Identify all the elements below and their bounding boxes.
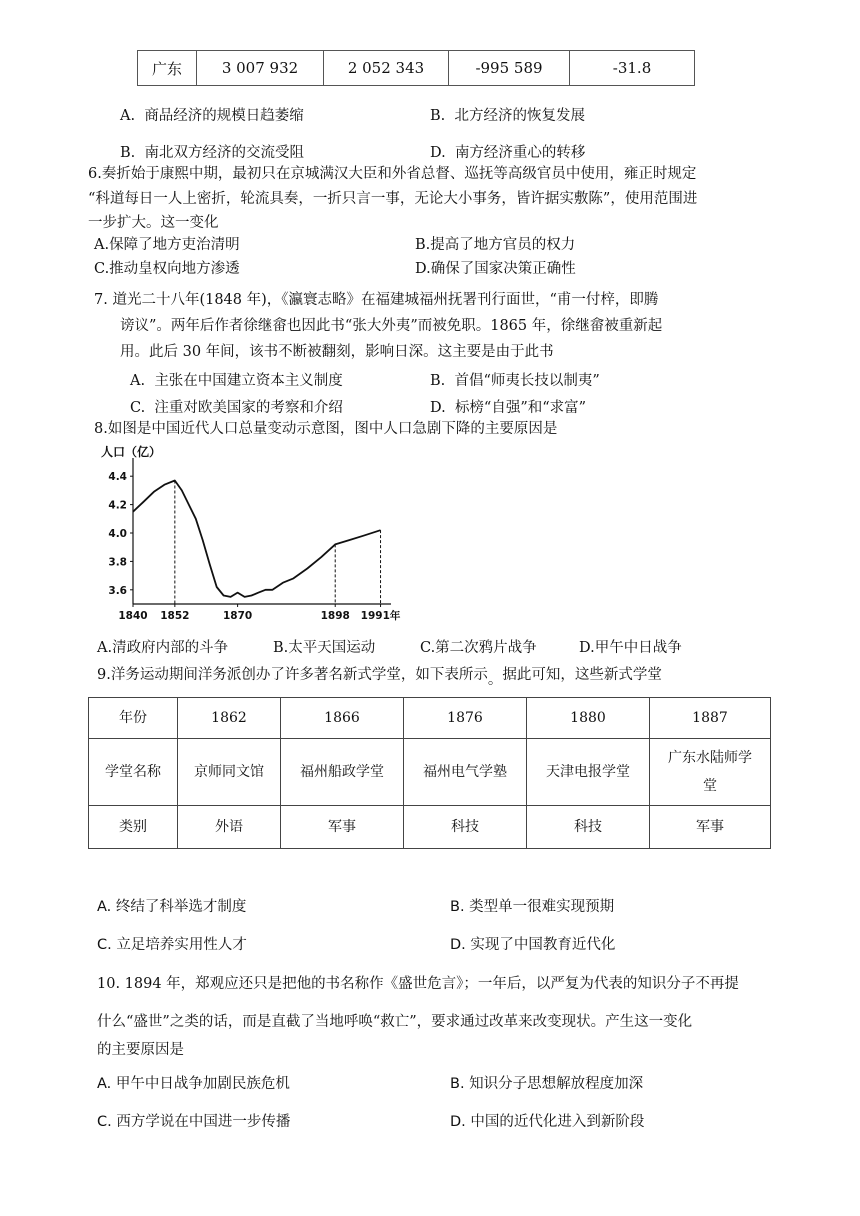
option-letter: C.: [130, 400, 146, 416]
table-cell: -31.8: [570, 51, 695, 86]
option-text: 实现了中国教育近代化: [470, 937, 616, 953]
option-letter: D.: [450, 937, 466, 953]
table-cell: -995 589: [449, 51, 570, 86]
chart-series: [133, 481, 381, 597]
population-line-chart: [95, 440, 401, 628]
q9-stem: [97, 663, 662, 688]
option-letter: B.: [430, 108, 446, 124]
option-text: 北方经济的恢复发展: [454, 108, 585, 124]
q9-option-d: [450, 933, 615, 954]
chart-axes: [133, 458, 391, 604]
q9-stem-mark: 。: [487, 672, 503, 688]
q7-option-a: [130, 369, 343, 390]
chart-y-ticks: [108, 471, 133, 597]
x-tick-label: 1852: [160, 610, 190, 622]
q10-option-d: [450, 1110, 644, 1131]
option-letter: A.: [97, 1076, 112, 1092]
q10-option-a: [97, 1072, 290, 1093]
table-row: [89, 698, 771, 739]
q6-option-d: D.确保了国家决策正确性: [415, 261, 576, 277]
q8-option-b: B.太平天国运动: [273, 640, 376, 656]
option-letter: D.: [430, 145, 446, 161]
option-letter: C.: [97, 937, 112, 953]
q7-stem-line: 7. 道光二十八年(1848 年)，《瀛寰志略》在福建城福州抚署刊行面世，“甫一付梓，即腾: [94, 292, 659, 308]
option-text: 南北双方经济的交流受阻: [144, 145, 304, 161]
table-cell: 类别: [89, 806, 178, 849]
option-text: 西方学说在中国进一步传播: [116, 1114, 291, 1130]
option-letter: B.: [120, 145, 136, 161]
q6-stem-line: 6.奏折始于康熙中期，最初只在京城满汉大臣和外省总督、巡抚等高级官员中使用，雍正时规定: [88, 166, 697, 182]
q8-stem: 8.如图是中国近代人口总量变动示意图，图中人口急剧下降的主要原因是: [94, 421, 558, 437]
q6-option-c: C.推动皇权向地方渗透: [94, 261, 240, 277]
option-text: 标榜“自强”和“求富”: [454, 400, 587, 416]
q9-option-a: [97, 895, 246, 916]
table-cell: 科技: [527, 806, 650, 849]
table-header-cell: 1862: [178, 698, 281, 739]
x-tick-label: 1898: [320, 610, 350, 622]
option-text: 终结了科举选才制度: [115, 899, 247, 915]
population-data-table: [137, 50, 695, 86]
x-tick-label: 1991年: [360, 610, 401, 622]
table-cell: 3 007 932: [197, 51, 324, 86]
q6-option-a: A.保障了地方吏治清明: [94, 237, 240, 253]
y-tick-label: 4.4: [108, 471, 127, 484]
table-cell: 军事: [650, 806, 771, 849]
q5-option-c: [120, 141, 304, 162]
q9-option-b: [450, 895, 614, 916]
q9-option-c: [97, 933, 247, 954]
chart-x-ticks: [118, 604, 401, 622]
y-tick-label: 3.8: [108, 556, 127, 569]
q10-stem-line: 的主要原因是: [97, 1042, 184, 1058]
q9-stem-tail: 据此可知，这些新式学堂: [502, 667, 662, 683]
q8-option-a: A.清政府内部的斗争: [97, 640, 229, 656]
table-header-cell: 1866: [281, 698, 404, 739]
table-cell: 广东: [138, 51, 197, 86]
option-letter: C.: [97, 1114, 112, 1130]
table-cell: 科技: [404, 806, 527, 849]
q6-option-b: B.提高了地方官员的权力: [415, 237, 576, 253]
table-row: [89, 806, 771, 849]
population-series-line: [133, 481, 381, 597]
table-header-cell: 年份: [89, 698, 178, 739]
option-text: 南方经济重心的转移: [454, 145, 586, 161]
table-cell: 京师同文馆: [178, 739, 281, 806]
table-row: [89, 739, 771, 806]
q10-option-c: [97, 1110, 290, 1131]
y-tick-label: 3.6: [108, 584, 127, 597]
option-text: 立足培养实用性人才: [116, 937, 247, 953]
option-letter: B.: [450, 1076, 465, 1092]
cell-line: 广东水陆师学: [668, 750, 752, 766]
option-letter: D.: [450, 1114, 466, 1130]
q8-option-c: C.第二次鸦片战争: [420, 640, 537, 656]
q8-option-d: D.甲午中日战争: [579, 640, 682, 656]
cell-line: 堂: [703, 778, 717, 794]
q5-option-b: [430, 104, 585, 125]
table-cell: 天津电报学堂: [527, 739, 650, 806]
option-letter: A.: [97, 899, 112, 915]
q5-option-d: [430, 141, 585, 162]
option-text: 注重对欧美国家的考察和介绍: [154, 400, 343, 416]
y-tick-label: 4.0: [108, 528, 127, 540]
table-cell: 学堂名称: [89, 739, 178, 806]
table-cell: 军事: [281, 806, 404, 849]
q10-option-b: [450, 1072, 643, 1093]
q9-stem-main: 9.洋务运动期间洋务派创办了许多著名新式学堂，如下表所示: [97, 667, 488, 683]
option-text: 中国的近代化进入到新阶段: [470, 1114, 645, 1130]
q6-stem-line: 一步扩大。这一变化: [88, 215, 219, 231]
q5-option-a: [120, 104, 304, 125]
table-cell: [650, 739, 771, 806]
q7-option-c: [130, 396, 343, 417]
q7-stem-line: 谤议”。两年后作者徐继畲也因此书“张大外夷”而被免职。1865 年，徐继畲被重新起: [120, 318, 663, 334]
q6-stem-line: “科道每日一人上密折，轮流具奏，一折只言一事，无论大小事务，皆许据实敷陈”，使用范围进: [88, 191, 698, 207]
option-text: 甲午中日战争加剧民族危机: [115, 1076, 290, 1092]
option-letter: A.: [130, 373, 146, 389]
school-table: [88, 697, 771, 849]
q7-stem-line: 用。此后 30 年间，该书不断被翻刻，影响日深。这主要是由于此书: [120, 344, 554, 360]
option-letter: D.: [430, 400, 446, 416]
q10-stem-line: 什么“盛世”之类的话，而是直截了当地呼唤“救亡”，要求通过改革来改变现状。产生这一变化: [97, 1014, 693, 1030]
table-header-cell: 1887: [650, 698, 771, 739]
option-text: 类型单一很难实现预期: [469, 899, 615, 915]
option-text: 商品经济的规模日趋萎缩: [144, 108, 304, 124]
chart-y-label: 人口（亿）: [101, 445, 162, 459]
table-cell: 福州电气学塾: [404, 739, 527, 806]
option-letter: A.: [120, 108, 136, 124]
table-row: [138, 51, 695, 86]
q10-stem-line: 10. 1894 年，郑观应还只是把他的书名称作《盛世危言》；一年后，以严复为代表的知识分子不再提: [97, 976, 739, 992]
table-cell: 外语: [178, 806, 281, 849]
x-tick-label: 1870: [222, 610, 253, 622]
table-cell: 2 052 343: [324, 51, 449, 86]
option-letter: B.: [450, 899, 465, 915]
option-text: 知识分子思想解放程度加深: [469, 1076, 644, 1092]
option-text: 主张在中国建立资本主义制度: [154, 373, 343, 389]
table-header-cell: 1876: [404, 698, 527, 739]
y-tick-label: 4.2: [108, 499, 127, 512]
option-letter: B.: [430, 373, 446, 389]
q7-option-d: [430, 396, 586, 417]
table-header-cell: 1880: [527, 698, 650, 739]
x-tick-label: 1840: [118, 610, 148, 622]
q7-option-b: [430, 369, 600, 390]
table-cell: 福州船政学堂: [281, 739, 404, 806]
option-text: 首倡“师夷长技以制夷”: [454, 373, 600, 389]
